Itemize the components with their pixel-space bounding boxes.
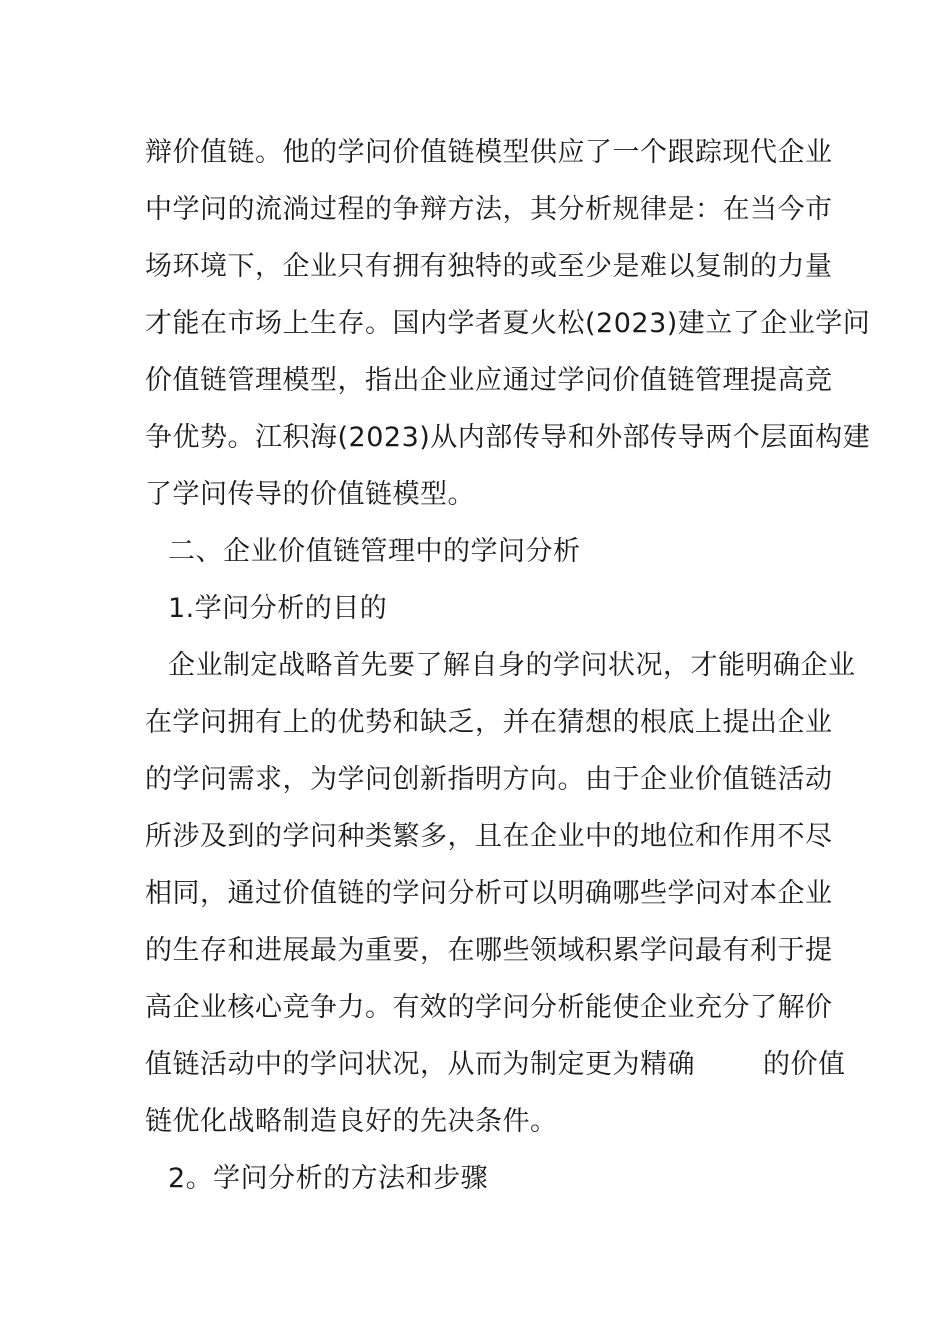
paragraph-line: 企业制定战略首先要了解自身的学问状况，才能明确企业 bbox=[168, 650, 856, 681]
section-heading: 二、企业价值链管理中的学问分析 bbox=[168, 536, 581, 567]
paragraph-line: 了学问传导的价值链模型。 bbox=[145, 479, 475, 510]
paragraph-line: 争优势。江积海(2023)从内部传导和外部传导两个层面构建 bbox=[145, 422, 871, 453]
paragraph-line: 中学问的流淌过程的争辩方法，其分析规律是：在当今市 bbox=[145, 194, 833, 225]
paragraph-line-head: 值链活动中的学问状况，从而为制定更为精确 bbox=[145, 1049, 695, 1080]
paragraph-line: 的生存和进展最为重要，在哪些领域积累学问最有利于提 bbox=[145, 935, 833, 966]
paragraph-line-tail: 的价值 bbox=[763, 1049, 846, 1080]
paragraph-line: 价值链管理模型，指出企业应通过学问价值链管理提高竞 bbox=[145, 365, 833, 396]
paragraph-line: 辩价值链。他的学问价值链模型供应了一个跟踪现代企业 bbox=[145, 137, 833, 168]
paragraph-line-split bbox=[145, 1048, 846, 1082]
paragraph-line: 才能在市场上生存。国内学者夏火松(2023)建立了企业学问 bbox=[145, 308, 871, 339]
paragraph-line: 在学问拥有上的优势和缺乏，并在猜想的根底上提出企业 bbox=[145, 707, 833, 738]
paragraph-line: 高企业核心竞争力。有效的学问分析能使企业充分了解价 bbox=[145, 992, 833, 1023]
paragraph-line: 所涉及到的学问种类繁多，且在企业中的地位和作用不尽 bbox=[145, 821, 833, 852]
paragraph-line: 场环境下，企业只有拥有独特的或至少是难以复制的力量 bbox=[145, 251, 833, 282]
paragraph-line: 相同，通过价值链的学问分析可以明确哪些学问对本企业 bbox=[145, 878, 833, 909]
subheading: 1.学问分析的目的 bbox=[168, 593, 388, 624]
paragraph-line: 的学问需求，为学问创新指明方向。由于企业价值链活动 bbox=[145, 764, 833, 795]
paragraph-line: 链优化战略制造良好的先决条件。 bbox=[145, 1106, 558, 1137]
subheading: 2。学问分析的方法和步骤 bbox=[168, 1163, 489, 1194]
